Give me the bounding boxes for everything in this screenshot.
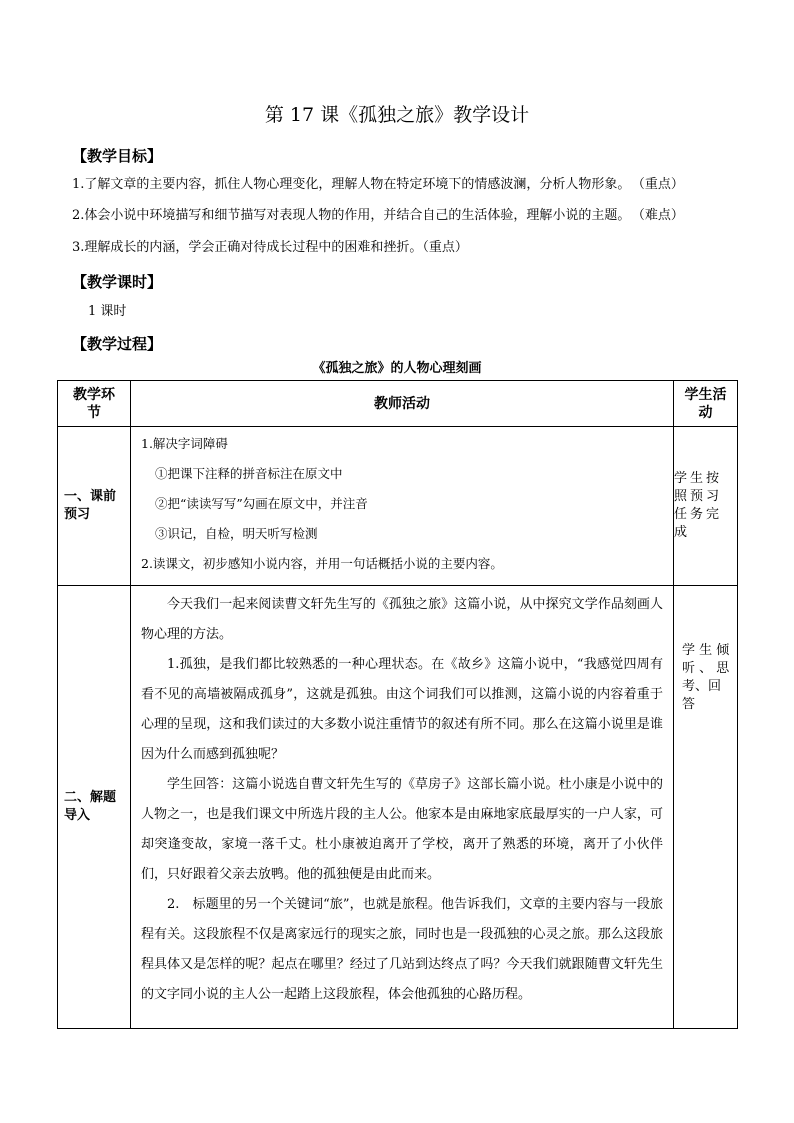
teacher-paragraph: 学生回答：这篇小说选自曹文轩先生写的《草房子》这部长篇小说。杜小康是小说中的人物之一，也是我们课文中所选片段的主人公。他家本是由麻地家底最厚实的一户人家，可却突逢变故，家境一落千丈。杜小康被迫离开了学校，离开了熟悉的环境，离开了小伙伴们，只好跟着父亲去放鸭。他的孤独便是由此而来。: [141, 777, 663, 882]
page-title: 第 17 课《孤独之旅》教学设计: [264, 104, 530, 126]
stage-line: 导入: [64, 808, 91, 823]
student-line: 任务完: [674, 507, 723, 522]
table-row: [58, 427, 738, 586]
teacher-cell: [131, 586, 674, 1029]
teacher-line: ②把“读读写写”勾画在原文中，并注音: [155, 496, 368, 511]
stage-line: 一、课前: [64, 489, 117, 504]
student-line: 学生按: [674, 471, 723, 486]
stage-line: 二、解题: [64, 790, 117, 805]
objective-item: 1.了解文章的主要内容，抓住人物心理变化，理解人物在特定环境下的情感波澜，分析人物形象。 （重点）: [72, 177, 684, 192]
student-line: 成: [674, 525, 691, 540]
header-teacher: 教师活动: [131, 381, 674, 427]
teacher-line: ①把课下注释的拼音标注在原文中: [155, 466, 343, 481]
hours-value: 1 课时: [88, 304, 127, 319]
table-caption: 《孤独之旅》的人物心理刻画: [312, 361, 482, 376]
objective-item: 2.体会小说中环境描写和细节描写对表现人物的作用，并结合自己的生活体验，理解小说的主题。 （难点）: [72, 208, 684, 223]
process-heading: 【教学过程】: [72, 335, 163, 353]
student-cell: [674, 586, 738, 1029]
teacher-paragraph: 今天我们一起来阅读曹文轩先生写的《孤独之旅》这篇小说，从中探究文学作品刻画人物心理的方法。: [141, 597, 663, 642]
student-line: 考、回答: [682, 679, 722, 712]
student-line: 听 、 思: [682, 661, 730, 676]
hours-heading: 【教学课时】: [72, 273, 163, 291]
objectives-heading: 【教学目标】: [72, 147, 163, 165]
stage-cell: [58, 427, 131, 586]
student-cell: [674, 427, 738, 586]
stage-line: 预习: [64, 507, 91, 522]
header-student-line: 动: [698, 404, 713, 421]
teacher-line: 2.读课文，初步感知小说内容，并用一句话概括小说的主要内容。: [141, 556, 503, 571]
objective-item: 3.理解成长的内涵，学会正确对待成长过程中的困难和挫折。（重点）: [72, 240, 468, 255]
student-line: 学 生 倾: [682, 643, 730, 658]
teacher-line: 1.解决字词障碍: [141, 436, 228, 451]
header-stage-line: 教学环: [73, 386, 115, 403]
stage-cell: [58, 586, 131, 1029]
teacher-cell: [131, 427, 674, 586]
lesson-table: [57, 380, 738, 1029]
header-stage-line: 节: [87, 404, 101, 421]
teacher-paragraph: 1.孤独，是我们都比较熟悉的一种心理状态。在《故乡》这篇小说中，“我感觉四周有看不见的高墙被隔成孤身”，这就是孤独。由这个词我们可以推测，这篇小说的内容着重于心理的呈现，这和我们读过的大多数小说注重情节的叙述有所不同。那么在这篇小说里是谁因为什么而感到孤独呢？: [141, 657, 663, 762]
header-student-line: 学生活: [684, 386, 727, 403]
header-student: [674, 381, 738, 427]
table-row: [58, 586, 738, 1029]
table-header-row: [58, 381, 738, 427]
teacher-line: ③识记，自检，明天听写检测: [155, 526, 318, 541]
teacher-paragraph: 2. 标题里的另一个关键词“旅”，也就是旅程。他告诉我们，文章的主要内容与一段旅程有关。这段旅程不仅是离家远行的现实之旅，同时也是一段孤独的心灵之旅。那么这段旅程具体又是怎样的呢？起点在哪里？经过了几站到达终点了吗？今天我们就跟随曹文轩先生的文字同小说的主人公一起踏上这段旅程，体会他孤独的心路历程。: [141, 897, 663, 1002]
student-line: 照预习: [674, 489, 723, 504]
header-stage: [58, 381, 131, 427]
